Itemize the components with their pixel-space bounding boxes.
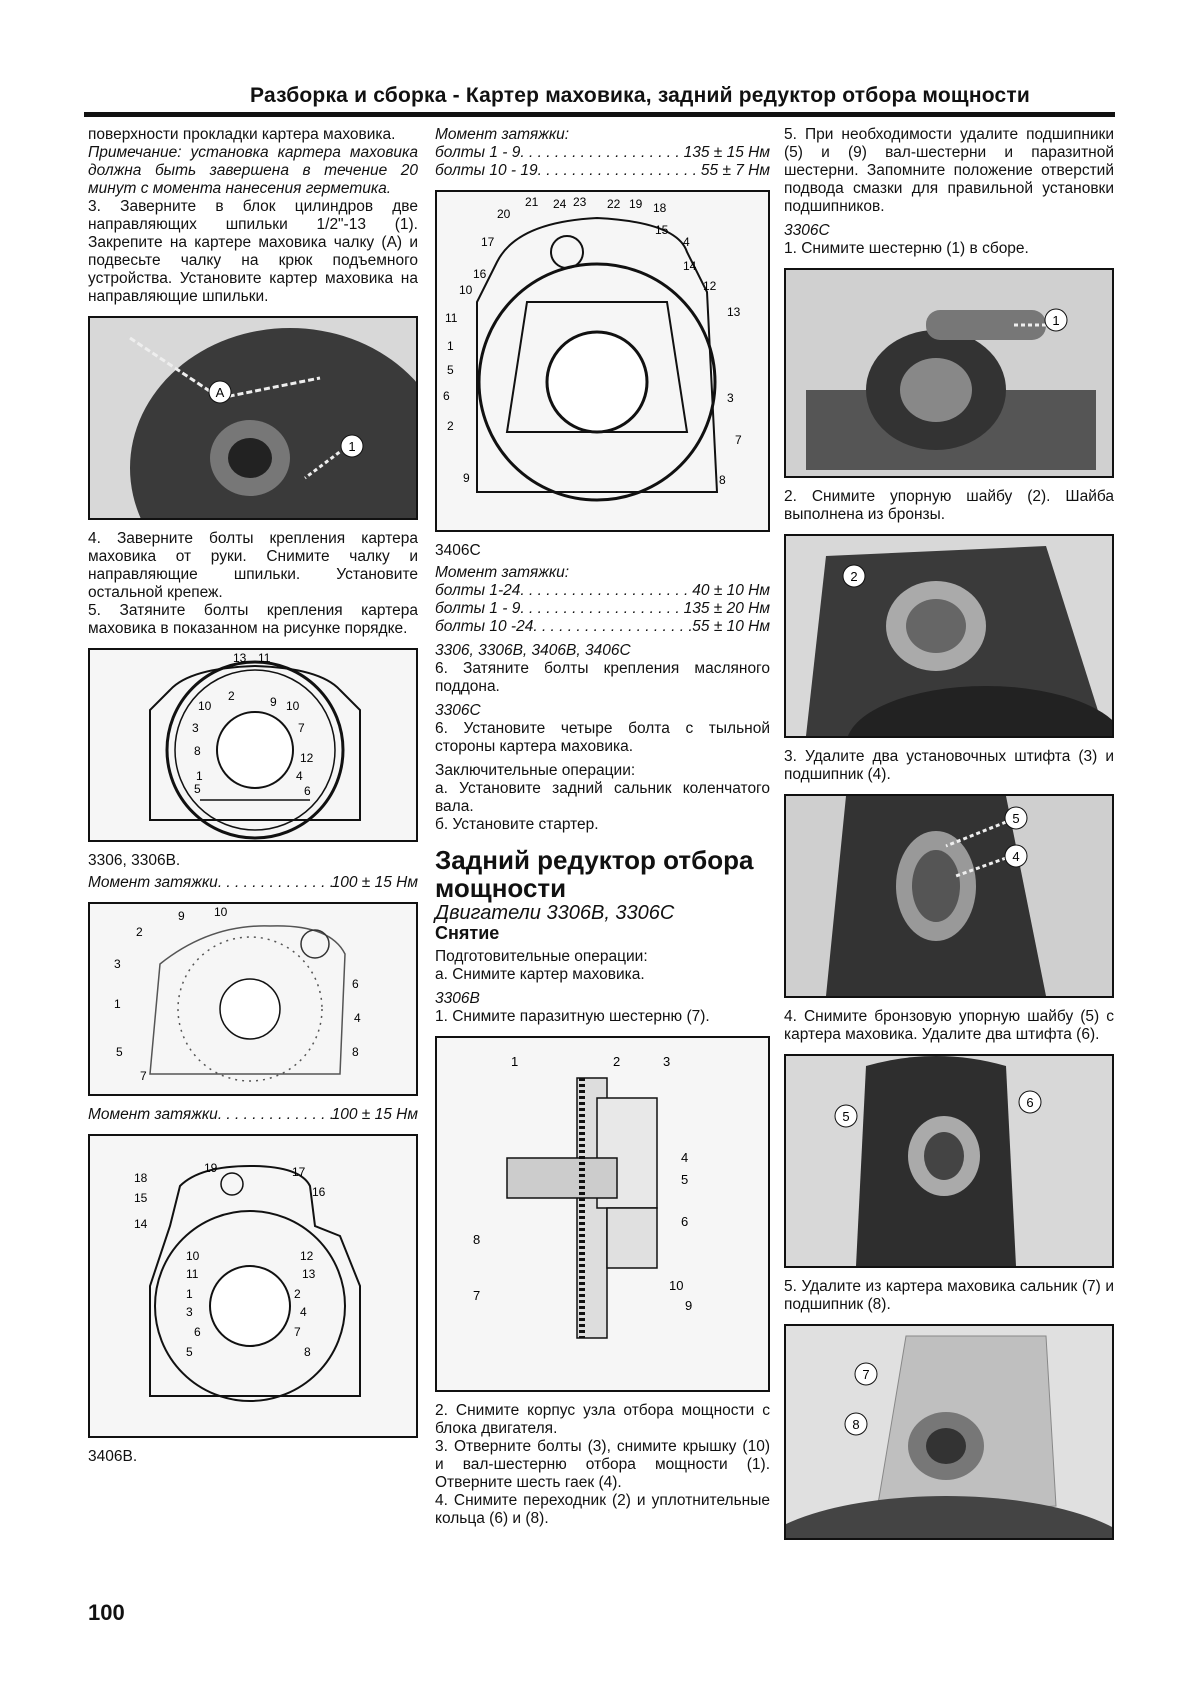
photo-label: A [215, 385, 225, 400]
diagram-label: 16 [473, 267, 487, 281]
column-2 [435, 126, 770, 1528]
diagram-label: 13 [302, 1267, 316, 1281]
torque-value: 55 ± 7 Нм [700, 162, 770, 179]
photo-label: 5 [1012, 811, 1020, 826]
photo-seal-bearing [784, 1324, 1114, 1540]
step-4: 4. Снимите бронзовую упорную шайбу (5) с картера маховика. Удалите два штифта (6). [784, 1008, 1114, 1043]
torque-label: болты 10 -24 [435, 618, 534, 635]
diagram-label: 3 [114, 957, 121, 971]
diagram-label: 5 [116, 1045, 123, 1059]
diagram-label: 9 [685, 1298, 693, 1313]
torque-value: 40 ± 10 Нм [692, 582, 770, 599]
photo-label: 2 [850, 569, 858, 584]
diagram-label: 4 [681, 1150, 689, 1165]
torque-value: 55 ± 10 Нм [692, 618, 770, 635]
paragraph: поверхности прокладки картера маховика. [88, 126, 396, 143]
torque-label: Момент затяжки [88, 1106, 218, 1123]
step-2: 2. Снимите корпус узла отбора мощности с блока двигателя. [435, 1402, 770, 1437]
figure-caption: 3406В. [88, 1448, 138, 1465]
torque-row [435, 162, 770, 180]
diagram-3406b-bolt-order [88, 1134, 418, 1438]
leader-dots [533, 618, 692, 636]
torque-row [435, 144, 770, 162]
diagram-label: 9 [463, 471, 470, 485]
diagram-label: 4 [683, 235, 690, 249]
diagram-label: 23 [573, 195, 587, 209]
photo-thrust-washer [784, 534, 1114, 738]
figure-caption: 3306, 3306В. [88, 852, 181, 869]
diagram-label: 18 [134, 1171, 148, 1185]
column-3 [784, 126, 1114, 1550]
diagram-label: 1 [114, 997, 121, 1011]
diagram-label: 6 [194, 1325, 201, 1339]
final-op: а. Установите задний сальник коленчатого вала. [435, 780, 770, 815]
leader-dots [218, 1106, 332, 1124]
diagram-label: 14 [134, 1217, 148, 1231]
photo-label: 7 [862, 1367, 870, 1382]
diagram-label: 1 [196, 769, 203, 783]
diagram-label: 17 [292, 1165, 306, 1179]
step-4: 4. Заверните болты крепления картера маховика от руки. Снимите чалку и направляющие шпильки. Установите остальной крепеж. [88, 530, 418, 601]
photo-bronze-washer [784, 1054, 1114, 1268]
step-3: 3. Заверните в блок цилиндров две направляющих шпильки 1/2"-13 (1). Закрепите на картере маховика чалку (А) и подвесьте чалку на крюк подъемного устройства. Установите картер маховика на направляющие шпильки. [88, 198, 418, 305]
diagram-label: 2 [613, 1054, 621, 1069]
torque-row [435, 582, 770, 600]
page-number: 100 [88, 1600, 125, 1625]
diagram-label: 11 [186, 1267, 199, 1281]
diagram-label: 10 [669, 1278, 684, 1293]
diagram-label: 4 [296, 769, 303, 783]
torque-spec [88, 874, 418, 892]
note: Примечание: установка картера маховика должна быть завершена в течение 20 минут с момента нанесения герметика. [88, 144, 418, 197]
step-4: 4. Снимите переходник (2) и уплотнительные кольца (6) и (8). [435, 1492, 770, 1527]
diagram-label: 10 [214, 905, 228, 919]
torque-label: болты 1-24 [435, 582, 521, 599]
diagram-label: 6 [443, 389, 450, 403]
diagram-label: 12 [300, 751, 314, 765]
diagram-label: 7 [140, 1069, 147, 1083]
diagram-label: 10 [286, 699, 300, 713]
step-5: 5. При необходимости удалите подшипники (5) и (9) вал-шестерни и паразитной шестерни. Запомните положение отверстий подвода смазки для правильной установки подшипников. [784, 126, 1114, 215]
model-list: 3306, 3306В, 3406В, 3406С [435, 642, 631, 659]
diagram-3406c-bolt-order [435, 190, 770, 532]
step-5: 5. Удалите из картера маховика сальник (7) и подшипник (8). [784, 1278, 1114, 1313]
diagram-3306-bolt-order [88, 648, 418, 842]
torque-value: 135 ± 15 Нм [683, 144, 770, 161]
diagram-label: 11 [258, 651, 271, 665]
diagram-label: 3 [663, 1054, 671, 1069]
figure-caption: 3406С [435, 542, 481, 559]
photo-label: 6 [1026, 1095, 1034, 1110]
diagram-label: 5 [447, 363, 454, 377]
torque-label: болты 1 - 9 [435, 600, 521, 617]
torque-label: Момент затяжки [88, 874, 218, 891]
diagram-label: 8 [352, 1045, 359, 1059]
diagram-label: 14 [683, 259, 697, 273]
photo-flywheel-housing-sling [88, 316, 418, 520]
torque-row [435, 618, 770, 636]
leader-dots [520, 582, 692, 600]
torque-title: Момент затяжки: [435, 564, 570, 581]
column-1 [88, 126, 418, 1470]
diagram-label: 16 [312, 1185, 326, 1199]
section-engines: Двигатели 3306В, 3306С [435, 902, 675, 924]
diagram-label: 3 [186, 1305, 193, 1319]
leader-dots [538, 162, 701, 180]
diagram-label: 10 [459, 283, 473, 297]
diagram-label: 9 [178, 909, 185, 923]
photo-label: 1 [348, 439, 356, 454]
torque-row [435, 600, 770, 618]
diagram-label: 2 [136, 925, 143, 939]
step-1: 1. Снимите паразитную шестерню (7). [435, 1008, 710, 1025]
final-ops-title: Заключительные операции: [435, 762, 636, 779]
diagram-label: 7 [294, 1325, 301, 1339]
prep-op: а. Снимите картер маховика. [435, 966, 645, 983]
leader-dots [520, 600, 683, 618]
diagram-label: 5 [681, 1172, 689, 1187]
diagram-label: 2 [228, 689, 235, 703]
photo-label: 8 [852, 1417, 860, 1432]
torque-value: 100 ± 15 Нм [331, 874, 418, 891]
diagram-label: 22 [607, 197, 621, 211]
torque-label: болты 1 - 9 [435, 144, 521, 161]
diagram-label: 8 [719, 473, 726, 487]
diagram-label: 7 [473, 1288, 481, 1303]
step-6: 6. Установите четыре болта с тыльной стороны картера маховика. [435, 720, 770, 755]
diagram-label: 8 [473, 1232, 481, 1247]
diagram-label: 20 [497, 207, 511, 221]
torque-value: 100 ± 15 Нм [331, 1106, 418, 1123]
diagram-label: 4 [300, 1305, 307, 1319]
diagram-label: 13 [233, 651, 247, 665]
diagram-label: 8 [194, 744, 201, 758]
torque-label: болты 10 - 19 [435, 162, 538, 179]
leader-dots [520, 144, 683, 162]
photo-bearing-pins [784, 794, 1114, 998]
photo-gear-assembly [784, 268, 1114, 478]
photo-label: 5 [842, 1109, 850, 1124]
diagram-label: 10 [198, 699, 212, 713]
diagram-label: 3 [727, 391, 734, 405]
diagram-label: 3 [192, 721, 199, 735]
diagram-label: 2 [294, 1287, 301, 1301]
diagram-label: 1 [186, 1287, 193, 1301]
diagram-label: 24 [553, 197, 567, 211]
diagram-label: 6 [304, 784, 311, 798]
header-rule [84, 112, 1115, 117]
diagram-label: 5 [186, 1345, 193, 1359]
step-5: 5. Затяните болты крепления картера маховика в показанном на рисунке порядке. [88, 602, 418, 637]
diagram-label: 1 [511, 1054, 519, 1069]
section-title: Задний редуктор отбора мощности [435, 845, 754, 903]
diagram-label: 13 [727, 305, 741, 319]
final-op: б. Установите стартер. [435, 816, 599, 833]
diagram-label: 21 [525, 195, 539, 209]
diagram-label: 17 [481, 235, 495, 249]
diagram-label: 4 [354, 1011, 361, 1025]
diagram-label: 19 [204, 1161, 218, 1175]
subsection-title: Снятие [435, 923, 500, 943]
model-list: 3306В [435, 990, 480, 1007]
step-1: 1. Снимите шестерню (1) в сборе. [784, 240, 1029, 257]
step-3: 3. Отверните болты (3), снимите крышку (10) и вал-шестерню отбора мощности (1). Отверните шесть гаек (4). [435, 1438, 770, 1491]
diagram-label: 9 [270, 695, 277, 709]
step-6: 6. Затяните болты крепления масляного поддона. [435, 660, 770, 695]
diagram-label: 15 [655, 223, 669, 237]
diagram-label: 5 [194, 782, 201, 796]
diagram-label: 8 [304, 1345, 311, 1359]
diagram-label: 18 [653, 201, 667, 215]
torque-spec [88, 1106, 418, 1124]
page-header: Разборка и сборка - Картер маховика, задний редуктор отбора мощности [250, 84, 1030, 107]
prep-ops-title: Подготовительные операции: [435, 948, 648, 965]
diagram-label: 6 [352, 977, 359, 991]
diagram-label: 19 [629, 197, 643, 211]
diagram-label: 12 [703, 279, 717, 293]
step-3: 3. Удалите два установочных штифта (3) и подшипник (4). [784, 748, 1114, 783]
step-2: 2. Снимите упорную шайбу (2). Шайба выполнена из бронзы. [784, 488, 1114, 523]
torque-value: 135 ± 20 Нм [683, 600, 770, 617]
diagram-label: 7 [298, 721, 305, 735]
diagram-label: 11 [445, 311, 458, 325]
leader-dots [218, 874, 332, 892]
torque-title: Момент затяжки: [435, 126, 570, 143]
diagram-label: 7 [735, 433, 742, 447]
diagram-label: 12 [300, 1249, 314, 1263]
diagram-label: 15 [134, 1191, 148, 1205]
diagram-pto-assembly [435, 1036, 770, 1392]
diagram-bolt-layout [88, 902, 418, 1096]
photo-label: 4 [1012, 849, 1020, 864]
model-list: 3306С [435, 702, 481, 719]
diagram-label: 2 [447, 419, 454, 433]
diagram-label: 1 [447, 339, 454, 353]
diagram-label: 6 [681, 1214, 689, 1229]
model-list: 3306С [784, 222, 830, 239]
photo-label: 1 [1052, 313, 1060, 328]
diagram-label: 10 [186, 1249, 200, 1263]
